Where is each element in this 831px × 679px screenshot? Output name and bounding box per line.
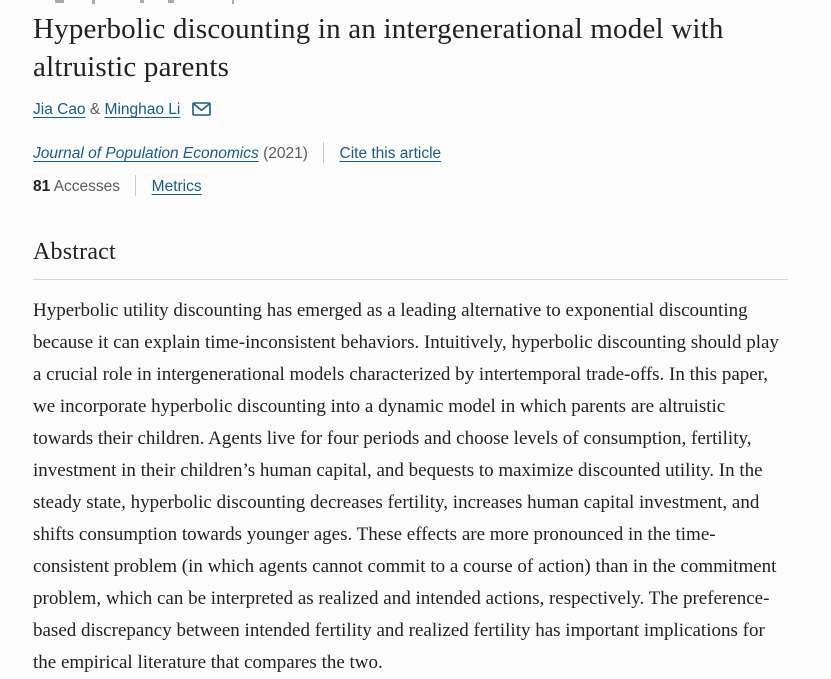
cite-this-article-link[interactable]: Cite this article	[339, 145, 442, 162]
email-author-link[interactable]	[192, 101, 211, 118]
journal-line	[33, 142, 791, 163]
envelope-icon	[192, 101, 211, 118]
accesses-count: 81	[33, 178, 51, 195]
abstract-heading: Abstract	[33, 239, 116, 265]
journal-link[interactable]: Journal of Population Economics	[33, 145, 259, 162]
page-title: Hyperbolic discounting in an intergenerational model with altruistic parents	[33, 13, 724, 83]
section-divider	[33, 279, 788, 280]
vertical-separator	[135, 175, 136, 196]
authors-line	[33, 101, 791, 119]
metrics-link[interactable]: Metrics	[151, 178, 202, 195]
author-link-jia-cao[interactable]: Jia Cao	[33, 101, 86, 118]
metrics-line	[33, 175, 791, 196]
accesses-label: Accesses	[53, 178, 121, 195]
author-link-minghao-li[interactable]: Minghao Li	[104, 101, 181, 118]
clipped-text-fragments	[0, 0, 831, 5]
abstract-text: Hyperbolic utility discounting has emerged as a leading alternative to exponential discounting because it can explain time-inconsistent behaviors. Intuitively, hyperbolic discounting should play a crucial role in intergenerational models characterized by intertemporal trade-offs. In this paper, we incorporate hyperbolic discounting into a dynamic model in which parents are altruistic towards their children. Agents live for four periods and choose levels of consumption, fertility, investment in their children’s human capital, and bequests to maximize discounted utility. In the steady state, hyperbolic discounting decreases fertility, increases human capital investment, and shifts consumption towards younger ages. These effects are more pronounced in the time-consistent problem (in which agents cannot commit to a course of action) than in the commitment problem, which can be interpreted as realized and intended actions, respectively. The preference-based discrepancy between intended fertility and realized fertility has important implications for the empirical literature that compares the two.	[33, 300, 779, 673]
authors-ampersand: &	[89, 101, 101, 118]
publication-year: (2021)	[263, 145, 308, 162]
vertical-separator	[323, 142, 324, 163]
